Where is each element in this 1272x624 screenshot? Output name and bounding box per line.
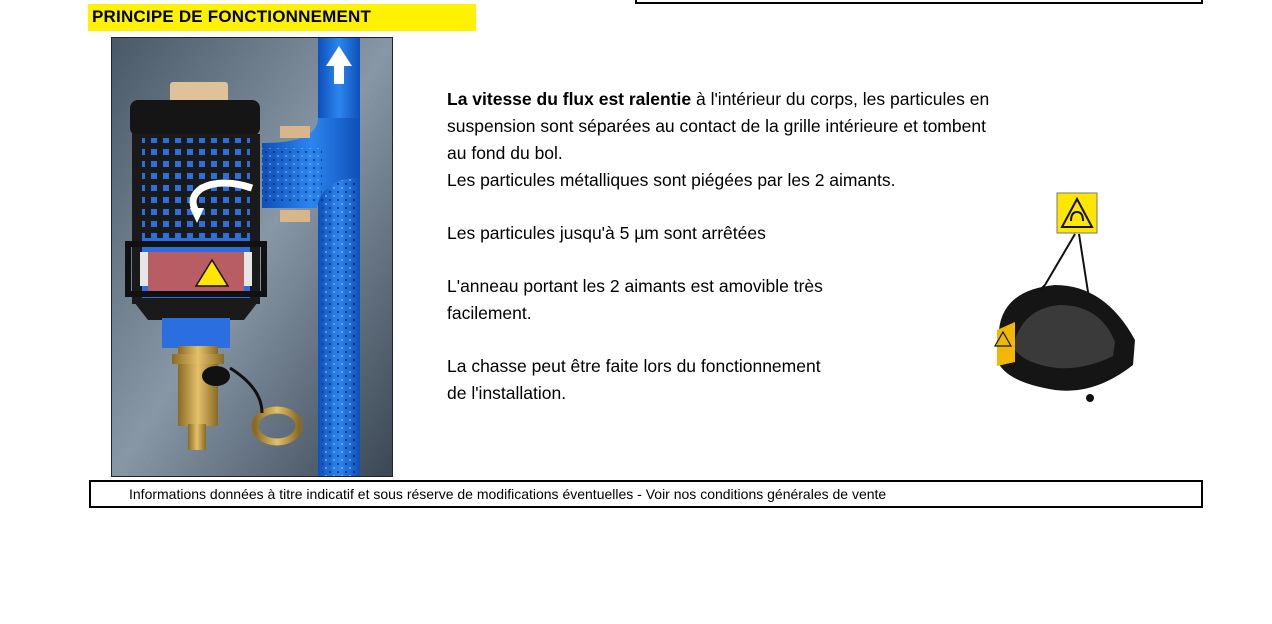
coupling-top — [280, 126, 310, 138]
pipe-particles — [322, 138, 356, 477]
coupling-bottom — [280, 210, 310, 222]
flow-text-line1: à l'intérieur du corps, les particules en — [691, 89, 990, 109]
bowl-neck — [162, 318, 230, 348]
bowl-base — [134, 302, 258, 320]
ring-text-line1: L'anneau portant les 2 aimants est amovible très — [447, 276, 823, 296]
ring-text-line2: facilement. — [447, 303, 532, 323]
paragraph-particle-size: Les particules jusqu'à 5 µm sont arrêtées — [447, 223, 766, 243]
magnet-clip-right — [244, 252, 252, 286]
flow-text-line3: au fond du bol. — [447, 143, 563, 163]
valve-nut — [172, 354, 224, 364]
hose-connector — [188, 424, 206, 450]
separator-head — [130, 100, 260, 136]
flush-text-line2: de l'installation. — [447, 383, 567, 403]
top-frame — [635, 0, 1203, 4]
valve-handle — [202, 366, 230, 386]
section-title: PRINCIPE DE FONCTIONNEMENT — [88, 4, 476, 31]
magnet-ring-illustration — [985, 190, 1145, 410]
paragraph-flow — [447, 86, 1127, 113]
pointer-line-left — [1045, 234, 1075, 285]
separator-drawing — [112, 38, 393, 477]
disclaimer-footer — [89, 480, 1203, 508]
flush-text-line1: La chasse peut être faite lors du fonctionnement — [447, 356, 821, 376]
disclaimer-text: Informations données à titre indicatif et sous réserve de modifications éventuelles - Voir nos conditions générales de vente — [129, 486, 887, 502]
separator-cutaway-illustration — [111, 37, 393, 477]
paragraph-magnets: Les particules métalliques sont piégées par les 2 aimants. — [447, 170, 896, 190]
ring-pin — [1086, 394, 1094, 402]
inlet-particles — [262, 148, 322, 203]
flow-text-line2: suspension sont séparées au contact de la grille intérieure et tombent — [447, 116, 986, 136]
magnet-clip-left — [140, 252, 148, 286]
flow-bold-text: La vitesse du flux est ralentie — [447, 89, 692, 109]
ring-drawing — [985, 190, 1145, 410]
